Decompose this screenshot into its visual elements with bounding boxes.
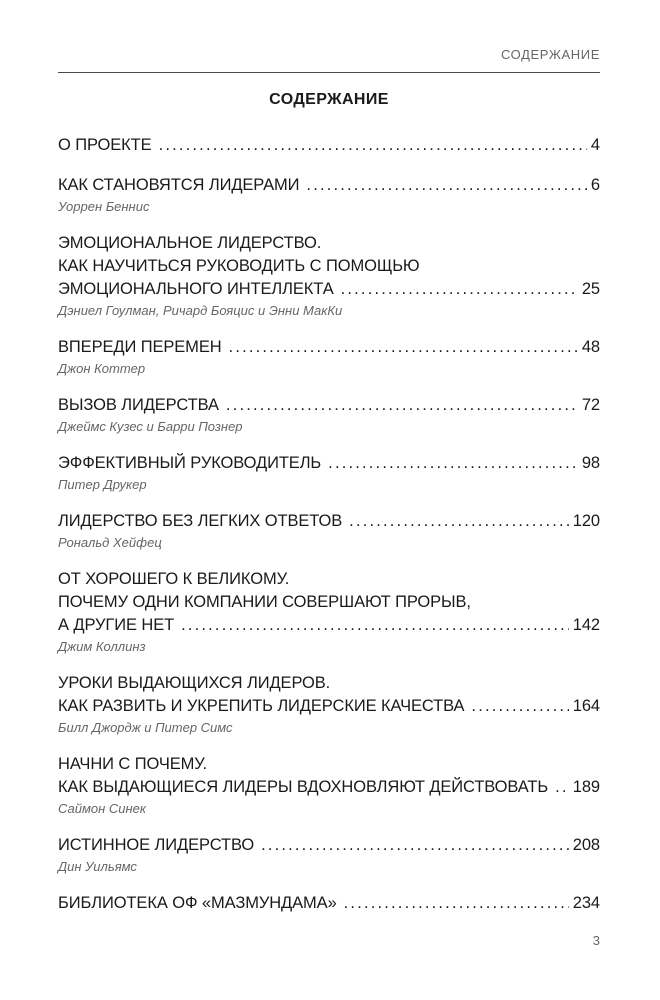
toc-entry-title: О ПРОЕКТЕ [58, 136, 152, 154]
toc-entry-author: Билл Джордж и Питер Симс [58, 720, 233, 735]
toc-entry[interactable] [58, 510, 600, 551]
toc-leader-dots [229, 336, 578, 359]
toc-leader-dots [349, 510, 569, 533]
toc-entry-title: А ДРУГИЕ НЕТ [58, 616, 175, 634]
toc-entry-author: Саймон Синек [58, 801, 147, 816]
toc-entry-title: УРОКИ ВЫДАЮЩИХСЯ ЛИДЕРОВ. [58, 674, 331, 692]
toc-entry-page: 4 [590, 136, 600, 154]
toc-leader-dots [555, 776, 569, 799]
toc-entry-author: Питер Друкер [58, 477, 147, 492]
toc-entry-author: Джеймс Кузес и Барри Познер [58, 419, 243, 434]
toc-entry-author: Джим Коллинз [58, 639, 146, 654]
toc-entry-page: 48 [581, 338, 600, 356]
toc-entry-title: ПОЧЕМУ ОДНИ КОМПАНИИ СОВЕРШАЮТ ПРОРЫВ, [58, 593, 471, 611]
toc-entry[interactable] [58, 336, 600, 377]
toc-leader-dots [341, 278, 578, 301]
toc-entry[interactable] [58, 452, 600, 493]
toc-entry-title: БИБЛИОТЕКА ОФ «МАЗМУНДАМА» [58, 894, 337, 912]
toc-entry[interactable] [58, 753, 600, 817]
toc-title: СОДЕРЖАНИЕ [269, 91, 389, 108]
toc-entry[interactable] [58, 672, 600, 736]
header-rule [58, 72, 600, 73]
toc-leader-dots [471, 695, 568, 718]
toc-entry-author: Уоррен Беннис [58, 199, 150, 214]
toc-leader-dots [344, 892, 569, 915]
toc-entry-title: ЛИДЕРСТВО БЕЗ ЛЕГКИХ ОТВЕТОВ [58, 512, 343, 530]
toc-entry-page: 208 [572, 836, 600, 854]
toc-leader-dots [226, 394, 578, 417]
toc-entry[interactable] [58, 892, 600, 915]
toc-entry[interactable] [58, 568, 600, 655]
toc-entry-page: 120 [572, 512, 600, 530]
toc-entry-title: КАК НАУЧИТЬСЯ РУКОВОДИТЬ С ПОМОЩЬЮ [58, 257, 420, 275]
toc-entry-page: 6 [590, 176, 600, 194]
toc-leader-dots [328, 452, 578, 475]
toc-entry-title: ЭФФЕКТИВНЫЙ РУКОВОДИТЕЛЬ [58, 454, 322, 472]
toc-entry-title: ВЫЗОВ ЛИДЕРСТВА [58, 396, 219, 414]
toc-entry[interactable] [58, 134, 600, 157]
toc-entry[interactable] [58, 834, 600, 875]
toc-entry-title: ЭМОЦИОНАЛЬНОГО ИНТЕЛЛЕКТА [58, 280, 334, 298]
toc-entry-page: 98 [581, 454, 600, 472]
toc-leader-dots [306, 174, 587, 197]
toc-entry-author: Дин Уильямс [58, 859, 137, 874]
toc-entry-page: 164 [572, 697, 600, 715]
toc-entry-author: Джон Коттер [58, 361, 146, 376]
toc-leader-dots [159, 134, 587, 157]
toc-entry-title: КАК РАЗВИТЬ И УКРЕПИТЬ ЛИДЕРСКИЕ КАЧЕСТВА [58, 697, 465, 715]
toc-entry-page: 142 [572, 616, 600, 634]
toc-entry-page: 25 [581, 280, 600, 298]
page-number: 3 [592, 933, 600, 948]
toc-entry[interactable] [58, 394, 600, 435]
toc-entry-author: Дэниел Гоулман, Ричард Бояцис и Энни МакКи [58, 303, 343, 318]
toc-entry-page: 72 [581, 396, 600, 414]
toc-entry-title: ОТ ХОРОШЕГО К ВЕЛИКОМУ. [58, 570, 290, 588]
toc-entry-title: НАЧНИ С ПОЧЕМУ. [58, 755, 207, 773]
toc-entry-title: ЭМОЦИОНАЛЬНОЕ ЛИДЕРСТВО. [58, 234, 322, 252]
toc-entry-title: ИСТИННОЕ ЛИДЕРСТВО [58, 836, 255, 854]
toc-entry[interactable] [58, 174, 600, 215]
toc-entry-page: 234 [572, 894, 600, 912]
toc-leader-dots [181, 614, 569, 637]
toc-leader-dots [261, 834, 569, 857]
toc-entry-page: 189 [572, 778, 600, 796]
table-of-contents [58, 134, 600, 932]
toc-entry-title: КАК ВЫДАЮЩИЕСЯ ЛИДЕРЫ ВДОХНОВЛЯЮТ ДЕЙСТВОВАТЬ [58, 778, 549, 796]
toc-entry-author: Рональд Хейфец [58, 535, 162, 550]
running-head: СОДЕРЖАНИЕ [500, 47, 600, 62]
toc-entry-title: КАК СТАНОВЯТСЯ ЛИДЕРАМИ [58, 176, 300, 194]
toc-entry-title: ВПЕРЕДИ ПЕРЕМЕН [58, 338, 222, 356]
toc-entry[interactable] [58, 232, 600, 319]
